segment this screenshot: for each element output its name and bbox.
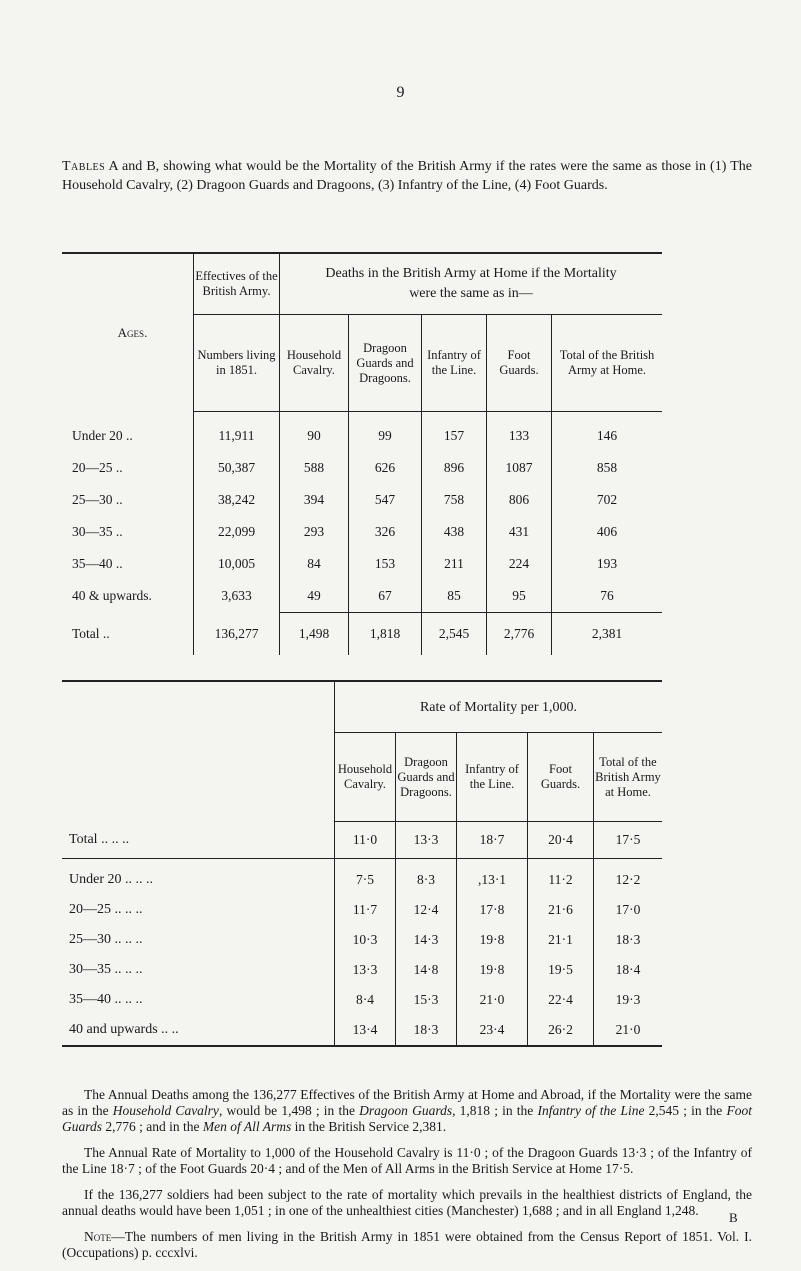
cell: 19·8 (457, 955, 528, 985)
cell: 17·5 (594, 822, 663, 859)
table-b-row (62, 1015, 662, 1046)
cell: 11·2 (528, 865, 594, 895)
table-b-row (62, 865, 662, 895)
table-b (62, 680, 662, 1047)
cell: 157 (422, 420, 487, 452)
table-b-row (62, 985, 662, 1015)
table-a-total-row (62, 613, 662, 656)
cell: 21·0 (457, 985, 528, 1015)
cell: 326 (349, 516, 422, 548)
intro-text (62, 157, 752, 195)
cell: 14·3 (396, 925, 457, 955)
cell: 11·7 (335, 895, 396, 925)
body-text (62, 1087, 752, 1271)
cell: 38,242 (194, 484, 280, 516)
table-b-total-row (62, 822, 662, 859)
age-label: Under 20 .. (62, 420, 194, 452)
paragraph-annual-deaths: The Annual Deaths among the 136,277 Effectives of the British Army at Home and Abroad, if the Mortality were the same as in the Household Cavalry, would be 1,498 ; in the Dragoon Guards, 1,818 ; in the Infantry of the Line 2,545 ; in the Foot Guards 2,776 ; and in the Men of All Arms in the British Service 2,381. (62, 1087, 752, 1134)
cell: 19·5 (528, 955, 594, 985)
cell: 211 (422, 548, 487, 580)
cell: ,13·1 (457, 865, 528, 895)
age-label: 40 and upwards .. .. (62, 1015, 335, 1046)
cell: 18·7 (457, 822, 528, 859)
cell: 18·4 (615, 961, 641, 977)
cell: 758 (422, 484, 487, 516)
cell: 22·4 (528, 985, 594, 1015)
cell: 85 (422, 580, 487, 613)
rate-header: Rate of Mortality per 1,000. (335, 681, 663, 733)
paragraph-note: Note—The numbers of men living in the British Army in 1851 were obtained from the Census Report of 1851. Vol. I. (Occupations) p. cccxlvi. (62, 1229, 752, 1260)
cell: 13·4 (335, 1015, 396, 1046)
age-label: 40 & upwards. (62, 580, 194, 613)
age-label: 30—35 .. .. .. (62, 955, 335, 985)
cell: 1,498 (280, 613, 349, 656)
cell: 394 (280, 484, 349, 516)
cell: 17·0 (615, 901, 641, 917)
table-b-row (62, 955, 662, 985)
cell: 406 (596, 524, 618, 539)
cell: 18·3 (615, 931, 641, 947)
ages-header: Ages. (62, 253, 194, 412)
age-label: 30—35 .. (62, 516, 194, 548)
cell: 14·8 (396, 955, 457, 985)
cell: 84 (280, 548, 349, 580)
cell: 11,911 (194, 420, 280, 452)
cell: 2,381 (552, 613, 663, 656)
cell: 3,633 (194, 580, 280, 613)
age-label: 20—25 .. (62, 452, 194, 484)
intro-body: A and B, showing what would be the Mortality of the British Army if the rates were the same as those in (1) The Household Cavalry, (2) Dragoon Guards and Dragoons, (3) Infantry of the Line, (4) Foot Guards. (62, 159, 752, 193)
cell: 17·8 (457, 895, 528, 925)
cell: 12·2 (615, 871, 641, 887)
cell: 15·3 (396, 985, 457, 1015)
cell: 702 (596, 492, 618, 507)
col-total-british-army: Total of the British Army at Home. (594, 733, 663, 822)
col-dragoon-guards: Dragoon Guards and Dragoons. (396, 733, 457, 822)
cell: 8·3 (396, 865, 457, 895)
cell: 588 (280, 452, 349, 484)
total-label: Total .. .. .. (62, 822, 335, 859)
cell: 90 (280, 420, 349, 452)
col-total-british-army: Total of the British Army at Home. (552, 315, 663, 412)
col-infantry-line: Infantry of the Line. (457, 733, 528, 822)
cell: 11·0 (335, 822, 396, 859)
signature-mark: B (729, 1210, 738, 1225)
table-a-row (62, 548, 662, 580)
cell: 896 (422, 452, 487, 484)
deaths-header: Deaths in the British Army at Home if the Mortality were the same as in— (280, 253, 663, 315)
cell: 153 (349, 548, 422, 580)
col-dragoon-guards: Dragoon Guards and Dragoons. (349, 315, 422, 412)
page-number: 9 (396, 84, 405, 101)
cell: 10,005 (194, 548, 280, 580)
cell: 21·0 (594, 1015, 663, 1046)
cell: 18·3 (396, 1015, 457, 1046)
cell: 13·3 (335, 955, 396, 985)
table-a-row (62, 580, 662, 613)
paragraph-annual-rate: The Annual Rate of Mortality to 1,000 of the Household Cavalry is 11·0 ; of the Dragoon Guards 13·3 ; of the Infantry of the Line 18·7 ; of the Foot Guards 20·4 ; and of the Men of All Arms in the British Service at Home 17·5. (62, 1145, 752, 1176)
cell: 133 (487, 420, 552, 452)
cell: 547 (349, 484, 422, 516)
cell: 7·5 (335, 865, 396, 895)
cell: 99 (349, 420, 422, 452)
cell: 20·4 (528, 822, 594, 859)
cell: 8·4 (335, 985, 396, 1015)
cell: 2,545 (422, 613, 487, 656)
table-a-row (62, 420, 662, 452)
cell: 10·3 (335, 925, 396, 955)
cell: 95 (487, 580, 552, 613)
cell: 2,776 (487, 613, 552, 656)
cell: 19·3 (615, 991, 641, 1007)
cell: 146 (596, 428, 618, 443)
age-label: 35—40 .. .. .. (62, 985, 335, 1015)
cell: 431 (487, 516, 552, 548)
cell: 67 (349, 580, 422, 613)
cell: 858 (596, 460, 618, 475)
age-label: Under 20 .. .. .. (62, 865, 335, 895)
cell: 13·3 (396, 822, 457, 859)
cell: 1,818 (349, 613, 422, 656)
cell: 626 (349, 452, 422, 484)
col-numbers-living: Numbers living in 1851. (194, 315, 280, 412)
age-label: 25—30 .. .. .. (62, 925, 335, 955)
col-household-cavalry: Household Cavalry. (280, 315, 349, 412)
cell: 23·4 (457, 1015, 528, 1046)
cell: 293 (280, 516, 349, 548)
col-foot-guards: Foot Guards. (528, 733, 594, 822)
table-a (62, 252, 662, 655)
cell: 224 (487, 548, 552, 580)
cell: 26·2 (528, 1015, 594, 1046)
cell: 21·1 (528, 925, 594, 955)
table-a-row (62, 484, 662, 516)
table-a-row (62, 516, 662, 548)
cell: 806 (487, 484, 552, 516)
col-foot-guards: Foot Guards. (487, 315, 552, 412)
cell: 193 (596, 556, 618, 571)
col-infantry-line: Infantry of the Line. (422, 315, 487, 412)
paragraph-healthiest-districts: If the 136,277 soldiers had been subject to the rate of mortality which prevails in the healthiest districts of England, the annual deaths would have been 1,051 ; in one of the unhealthiest cities (Manchester) 1,688 ; and in all England 1,248. (62, 1187, 752, 1218)
cell: 21·6 (528, 895, 594, 925)
table-b-row (62, 895, 662, 925)
cell: 438 (422, 516, 487, 548)
table-a-row (62, 452, 662, 484)
total-label: Total .. (62, 613, 194, 656)
age-label: 20—25 .. .. .. (62, 895, 335, 925)
cell: 50,387 (194, 452, 280, 484)
age-label: 25—30 .. (62, 484, 194, 516)
age-label: 35—40 .. (62, 548, 194, 580)
effectives-header: Effectives of the British Army. (194, 253, 280, 315)
intro-lead: Tables (62, 159, 106, 174)
cell: 19·8 (457, 925, 528, 955)
col-household-cavalry: Household Cavalry. (335, 733, 396, 822)
cell: 49 (280, 580, 349, 613)
cell: 22,099 (194, 516, 280, 548)
cell: 136,277 (194, 613, 280, 656)
cell: 76 (600, 588, 614, 603)
cell: 12·4 (396, 895, 457, 925)
cell: 1087 (487, 452, 552, 484)
table-b-row (62, 925, 662, 955)
